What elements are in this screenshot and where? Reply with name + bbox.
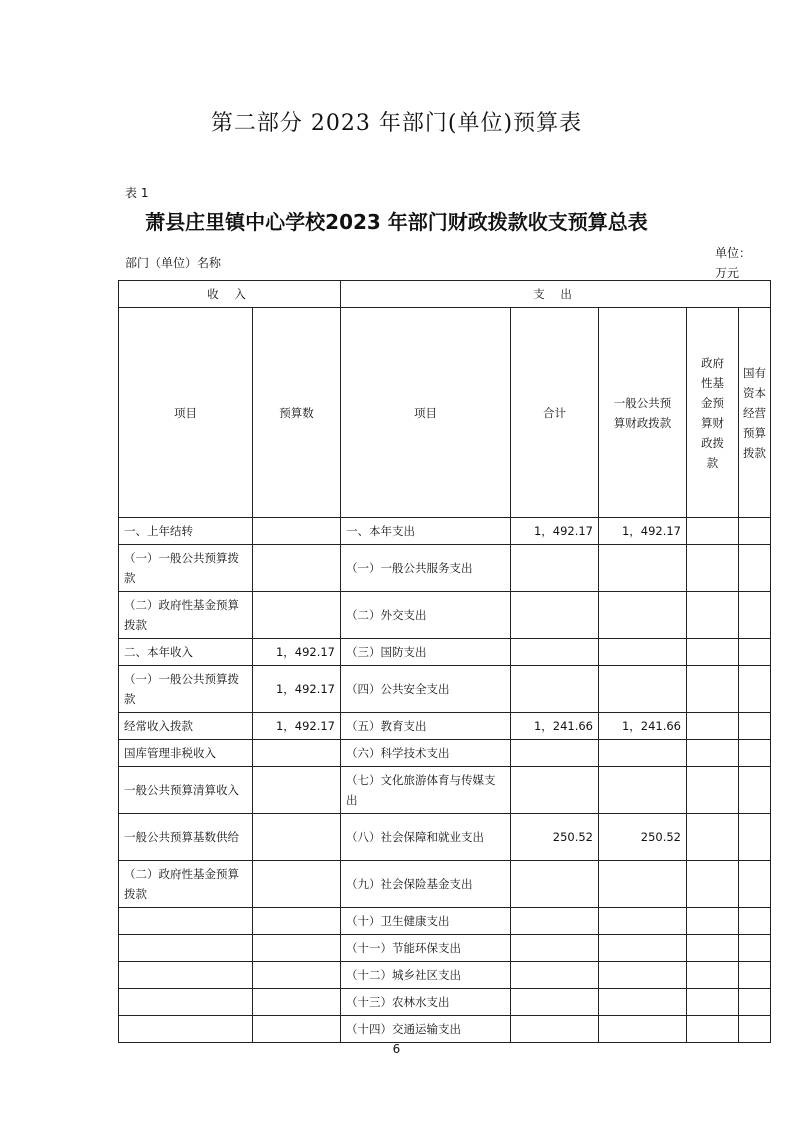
gov-fund-cell: [687, 518, 739, 545]
expense-item-cell: （七）文化旅游体育与传媒支出: [341, 767, 511, 814]
table-row: [119, 713, 771, 740]
expense-item-cell: （十二）城乡社区支出: [341, 962, 511, 989]
state-capital-cell: [739, 861, 771, 908]
general-public-cell: [599, 962, 687, 989]
income-item-cell: [119, 962, 253, 989]
income-item-cell: （一）一般公共预算拨款: [119, 666, 253, 713]
gov-fund-cell: [687, 814, 739, 861]
general-public-cell: [599, 989, 687, 1016]
table-row: [119, 592, 771, 639]
state-capital-cell: [739, 639, 771, 666]
state-capital-cell: [739, 592, 771, 639]
income-item-cell: 一般公共预算基数供给: [119, 814, 253, 861]
expense-total-cell: [511, 592, 599, 639]
income-amount-cell: [253, 989, 341, 1016]
expense-total-cell: [511, 666, 599, 713]
gov-fund-cell: [687, 592, 739, 639]
table-row: [119, 545, 771, 592]
table-row: [119, 814, 771, 861]
income-item-cell: （一）一般公共预算拨款: [119, 545, 253, 592]
expense-item-cell: （二）外交支出: [341, 592, 511, 639]
general-public-cell: [599, 592, 687, 639]
gov-fund-cell: [687, 935, 739, 962]
expense-item-cell: （四）公共安全支出: [341, 666, 511, 713]
general-public-cell: [599, 935, 687, 962]
income-amount-cell: [253, 767, 341, 814]
expense-item-cell: （一）一般公共服务支出: [341, 545, 511, 592]
gov-fund-cell: [687, 861, 739, 908]
expense-total-header: 合计: [511, 308, 599, 518]
table-row: [119, 639, 771, 666]
expense-total-cell: 250.52: [511, 814, 599, 861]
income-amount-cell: [253, 518, 341, 545]
expense-total-cell: [511, 989, 599, 1016]
department-label: 部门（单位）名称: [125, 256, 222, 270]
income-amount-cell: 1，492.17: [253, 639, 341, 666]
budget-table: [118, 280, 771, 1043]
general-public-header: 一般公共预算财政拨款: [599, 308, 687, 518]
expense-item-cell: （十）卫生健康支出: [341, 908, 511, 935]
income-item-cell: 国库管理非税收入: [119, 740, 253, 767]
income-item-cell: （二）政府性基金预算拨款: [119, 592, 253, 639]
general-public-cell: [599, 908, 687, 935]
expense-total-cell: [511, 861, 599, 908]
state-capital-cell: [739, 518, 771, 545]
income-amount-cell: [253, 592, 341, 639]
state-capital-cell: [739, 740, 771, 767]
gov-fund-cell: [687, 713, 739, 740]
income-item-cell: [119, 908, 253, 935]
table-row: [119, 1016, 771, 1043]
income-item-cell: [119, 989, 253, 1016]
expense-item-cell: （十一）节能环保支出: [341, 935, 511, 962]
expense-item-cell: （六）科学技术支出: [341, 740, 511, 767]
main-title: 萧县庄里镇中心学校2023 年部门财政拨款收支预算总表: [145, 210, 648, 234]
table-row: [119, 989, 771, 1016]
unit-label-line2: 万元: [715, 266, 740, 280]
state-capital-cell: [739, 935, 771, 962]
table-row: [119, 518, 771, 545]
expense-item-cell: （八）社会保障和就业支出: [341, 814, 511, 861]
table-row: [119, 861, 771, 908]
expense-header: 支 出: [341, 281, 771, 308]
state-capital-header: 国有资本经营预算拨款: [739, 308, 771, 518]
income-amount-cell: [253, 962, 341, 989]
expense-total-cell: [511, 639, 599, 666]
table-row: [119, 962, 771, 989]
expense-total-cell: [511, 545, 599, 592]
income-amount-header: 预算数: [253, 308, 341, 518]
income-amount-cell: [253, 1016, 341, 1043]
state-capital-cell: [739, 767, 771, 814]
general-public-cell: [599, 1016, 687, 1043]
expense-item-cell: （九）社会保险基金支出: [341, 861, 511, 908]
expense-item-cell: （十四）交通运输支出: [341, 1016, 511, 1043]
income-item-cell: 一般公共预算清算收入: [119, 767, 253, 814]
expense-total-cell: [511, 935, 599, 962]
income-amount-cell: 1，492.17: [253, 666, 341, 713]
part-title: 第二部分 2023 年部门(单位)预算表: [210, 111, 583, 136]
income-amount-cell: [253, 861, 341, 908]
income-amount-cell: [253, 740, 341, 767]
state-capital-cell: [739, 713, 771, 740]
expense-total-cell: [511, 740, 599, 767]
state-capital-cell: [739, 814, 771, 861]
expense-total-cell: 1，241.66: [511, 713, 599, 740]
income-item-header: 项目: [119, 308, 253, 518]
income-item-cell: [119, 1016, 253, 1043]
general-public-cell: [599, 545, 687, 592]
gov-fund-header: 政府性基金预算财政拨款: [687, 308, 739, 518]
expense-total-cell: [511, 767, 599, 814]
state-capital-cell: [739, 1016, 771, 1043]
unit-label-line1: 单位：: [715, 246, 752, 260]
income-amount-cell: [253, 908, 341, 935]
table-row: [119, 767, 771, 814]
state-capital-cell: [739, 908, 771, 935]
gov-fund-cell: [687, 740, 739, 767]
general-public-cell: [599, 740, 687, 767]
state-capital-cell: [739, 989, 771, 1016]
income-item-cell: （二）政府性基金预算拨款: [119, 861, 253, 908]
expense-item-cell: 一、本年支出: [341, 518, 511, 545]
gov-fund-cell: [687, 767, 739, 814]
general-public-cell: 250.52: [599, 814, 687, 861]
unit-label: [715, 243, 765, 283]
income-amount-cell: 1，492.17: [253, 713, 341, 740]
income-header: 收 入: [119, 281, 341, 308]
table-row: [119, 908, 771, 935]
expense-item-cell: （五）教育支出: [341, 713, 511, 740]
expense-total-cell: [511, 1016, 599, 1043]
income-amount-cell: [253, 935, 341, 962]
income-item-cell: 经常收入拨款: [119, 713, 253, 740]
income-item-cell: 一、上年结转: [119, 518, 253, 545]
general-public-cell: [599, 666, 687, 713]
state-capital-cell: [739, 545, 771, 592]
expense-total-cell: [511, 908, 599, 935]
expense-item-cell: （三）国防支出: [341, 639, 511, 666]
income-amount-cell: [253, 814, 341, 861]
general-public-cell: [599, 639, 687, 666]
state-capital-cell: [739, 666, 771, 713]
general-public-cell: [599, 861, 687, 908]
expense-total-cell: 1，492.17: [511, 518, 599, 545]
table-number: 表 1: [125, 186, 149, 200]
income-amount-cell: [253, 545, 341, 592]
income-item-cell: 二、本年收入: [119, 639, 253, 666]
gov-fund-cell: [687, 962, 739, 989]
state-capital-cell: [739, 962, 771, 989]
table-row: [119, 666, 771, 713]
gov-fund-cell: [687, 666, 739, 713]
general-public-cell: 1，492.17: [599, 518, 687, 545]
gov-fund-cell: [687, 545, 739, 592]
table-row: [119, 935, 771, 962]
general-public-cell: 1，241.66: [599, 713, 687, 740]
expense-item-header: 项目: [341, 308, 511, 518]
gov-fund-cell: [687, 639, 739, 666]
expense-item-cell: （十三）农林水支出: [341, 989, 511, 1016]
general-public-cell: [599, 767, 687, 814]
table-row: [119, 740, 771, 767]
gov-fund-cell: [687, 989, 739, 1016]
expense-total-cell: [511, 962, 599, 989]
gov-fund-cell: [687, 908, 739, 935]
income-item-cell: [119, 935, 253, 962]
page-number: 6: [392, 1042, 401, 1056]
gov-fund-cell: [687, 1016, 739, 1043]
